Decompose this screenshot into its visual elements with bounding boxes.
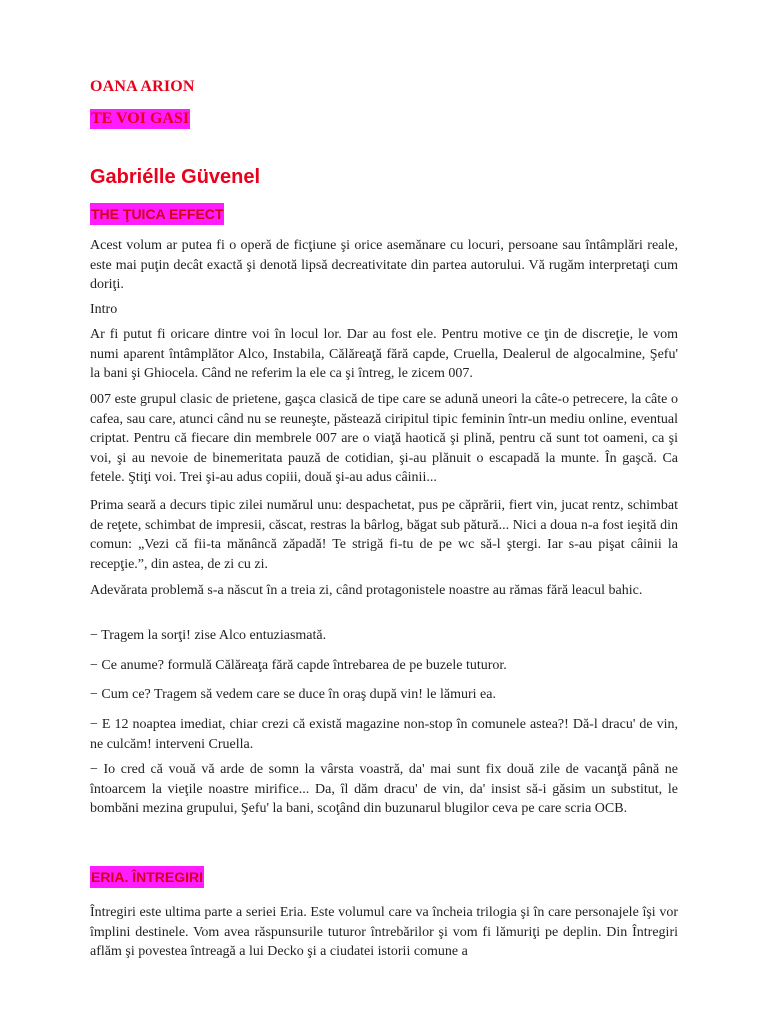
author-name: OANA ARION: [90, 78, 195, 95]
dialogue-line: − Tragem la sorţi! zise Alco entuziasmată.: [90, 628, 327, 643]
book-title-highlight: TE VOI GASI: [91, 110, 190, 127]
dialogue-line: − E 12 noaptea imediat, chiar crezi că există magazine non-stop în comunele astea?! Dă-l dracu' de vin, ne culcăm! interveni Cruella.: [90, 717, 678, 752]
author-name-2: Gabriélle Güvenel: [90, 166, 261, 188]
story-paragraph: Prima seară a decurs tipic zilei numărul unu: despachetat, pus pe căprării, fiert vin, jucat rentz, schimbat de reţete, schimbat de impresii, căscat, restras la bârlog, băgat sub pătură... Nici a doua n-a fost ieşită din comun: „Vezi că fii-ta mănâncă zăpadă! Te strigă fi-tu de pe wc să-l ştergi. Iar s-au pişat câinii la recepţie.”, din astea, de zi cu zi.: [90, 498, 678, 572]
dialogue-line: − Ce anume? formulă Călăreaţa fără capde întrebarea de pe buzele tuturor.: [90, 658, 507, 673]
dialogue-line: − Io cred că vouă vă arde de somn la vârsta voastră, da' mai sunt fix două zile de vacanţă până ne întoarcem la vieţile noastre mirifice... Da, îl dăm dracu' de vin, da' insist să-i găsim un substitut, le bombăni mezina grupului, Şefu' la bani, scoţând din buzunarul blugilor ceva pe care scria OCB.: [90, 762, 678, 816]
story-paragraph: Ar fi putut fi oricare dintre voi în locul lor. Dar au fost ele. Pentru motive ce ţin de discreţie, le vom numi aparent întâmplător Alco, Instabila, Călăreaţă fără capde, Cruella, Dealerul de algocalmine, Şefu' la bani şi Ghiocela. Când ne referim la ele ca şi întreg, le zicem 007.: [90, 327, 678, 381]
story-paragraph: Adevărata problemă s-a născut în a treia zi, când protagonistele noastre au rămas fără leacul bahic.: [90, 583, 643, 598]
dialogue-line: − Cum ce? Tragem să vedem care se duce în oraş după vin! le lămuri ea.: [90, 687, 496, 702]
book-title-highlight-3: ERIA. ÎNTREGIRI: [90, 866, 204, 888]
story-paragraph: 007 este grupul clasic de prietene, gaşca clasică de tipe care se adună uneori la câte-o petrecere, la câte o cafea, sau care, atunci când nu se reuneşte, păstează ciripitul tipic feminin într-un mediu online, eventual criptat. Pentru că fiecare din membrele 007 are o viaţă haotică şi plină, pentru că sunt tot oameni, ca şi voi, şi au nevoie de binemeritata pauză de cotidian, şi-au plănuit o escapadă la munte. În gaşcă. Ca fetele. Ştiţi voi. Trei şi-au adus copiii, două şi-au adus câinii...: [90, 392, 678, 485]
intro-heading: Intro: [90, 302, 118, 317]
disclaimer-paragraph: Acest volum ar putea fi o operă de ficţiune şi orice asemănare cu locuri, persoane sau întâmplări reale, este mai puţin decât exactă şi denotă lipsă decreativitate din partea autorului. Vă rugăm interpretaţi cum doriţi.: [90, 238, 678, 292]
description-paragraph: Întregiri este ultima parte a seriei Eria. Este volumul care va încheia trilogia şi în care personajele îşi vor împlini destinele. Vom avea răspunsurile tuturor întrebărilor şi vom fi lămuriţi pe deplin. Din Întregiri aflăm şi povestea întreagă a lui Decko şi a ciudatei istorii comune a: [90, 905, 678, 959]
book-title-highlight-2: THE ŢUICA EFFECT: [90, 203, 224, 225]
